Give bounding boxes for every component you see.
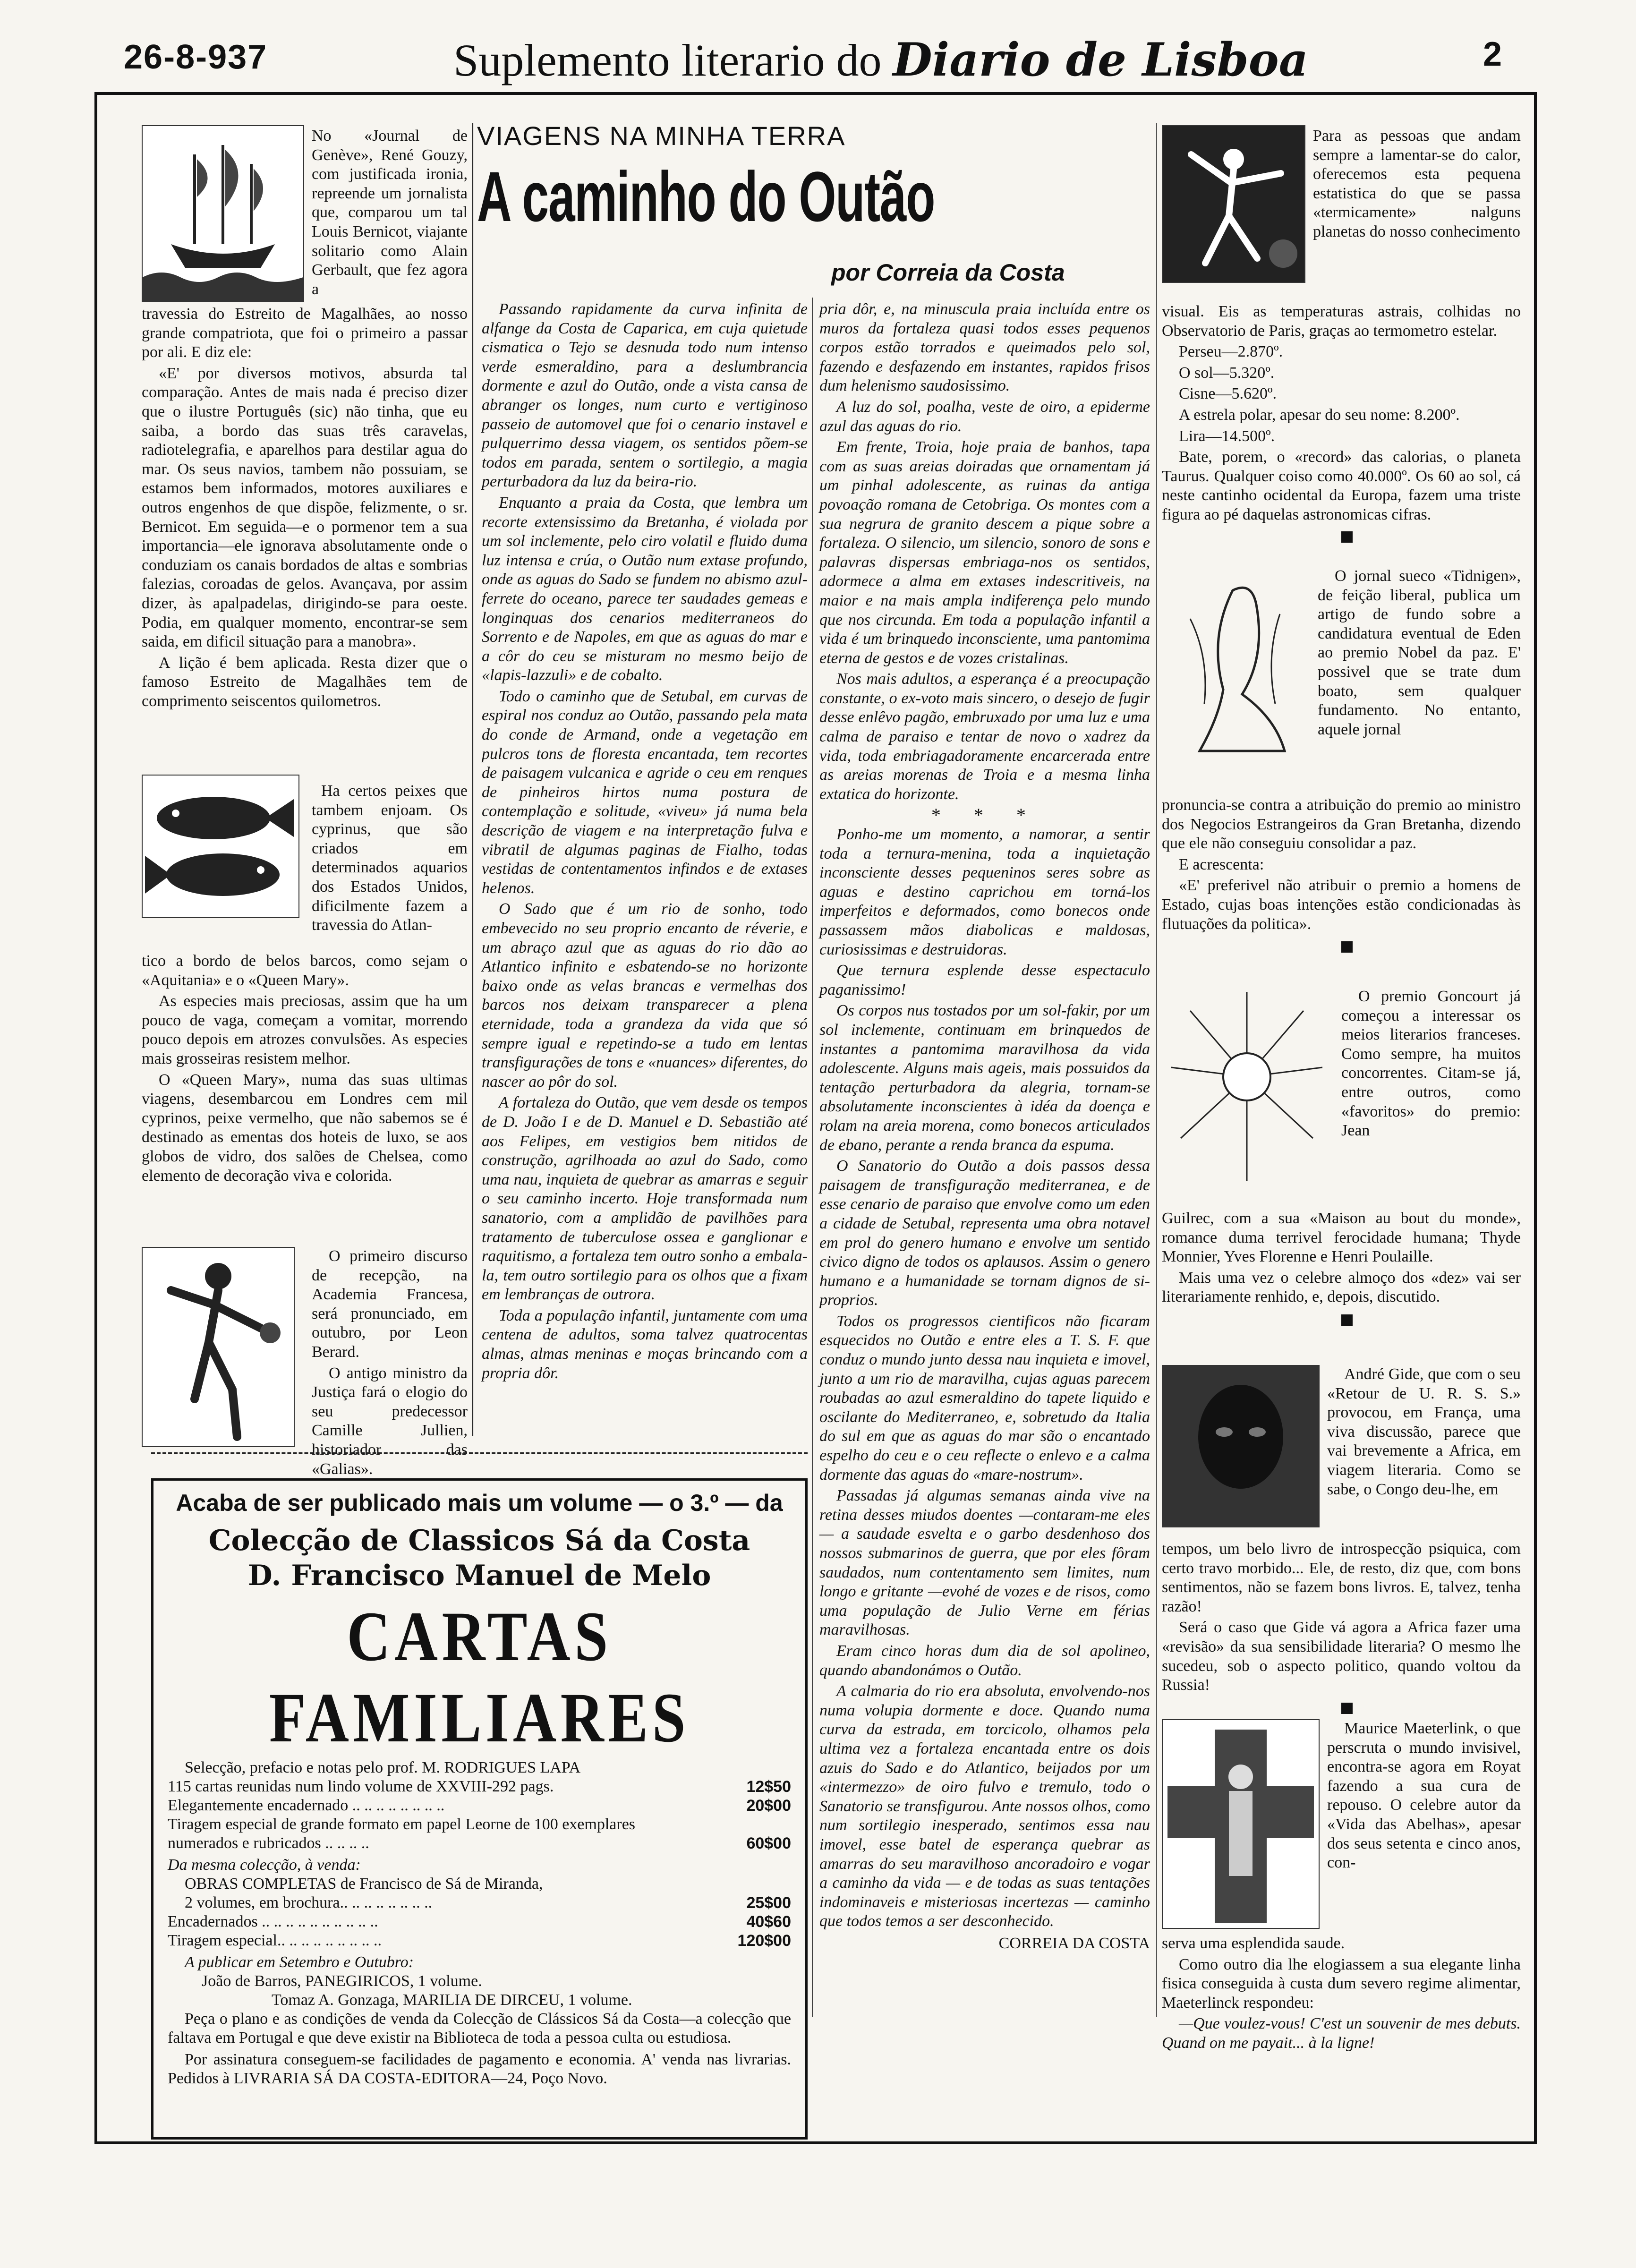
left-article-2 [142,952,468,1187]
ad-publish-2: Tomaz A. Gonzaga, MARILIA DE DIRCEU, 1 volume. [272,1991,632,2009]
bullet-square [1341,529,1521,548]
left-article-3-p1: O primeiro discurso de recepção, na Academia Francesa, será pronunciado, em outubro, por Leon Berard. [312,1247,468,1361]
ad-price-row: Encadernados .. .. .. .. .. .. .. .. .. .. 40$60 [168,1913,791,1931]
main-p: Nos mais adultos, a esperança é a preocupação constante, o ex-voto mais sincero, o desejo de fugir desse enlêvo pagão, embruxado por uma luz e uma calma de paraiso e tentar de novo o xadrez da vida, toda embriagadoramente encarcerada entre as areias morenas de Troia e a mesma linha extatica do horizonte. [819,670,1150,803]
ad-same-collection: Da mesma colecção, à venda: [168,1856,361,1874]
left-article-2-p3: O «Queen Mary», numa das suas ultimas viagens, desembarcou em Londres cem mil cyprinos, peixe vermelho, que não sabemos se é destinado as ementas dos hoteis de luxo, se aos globos de vidro, dos salões de Chelsea, como elemento de decoração viva e colorida. [142,1071,468,1185]
right-article-2 [1162,796,1521,958]
ad-price-row: Tiragem especial.. .. .. .. .. .. .. .. .. 120$00 [168,1932,791,1950]
main-p: O Sanatorio do Outão a dois passos dessa paisagem de transfiguração mediterranea, e de esse cenario de paraiso que envolve como um eden a cidade de Setubal, representa uma obra notavel em prol do genero humano e envolve um sentido civico digno de todos os aplausos. Assim o genero humano e a humanidade se tornam dignos de si-proprios. [819,1157,1150,1309]
left-article-3 [312,1247,468,1481]
ad-publish-label: A publicar em Setembro e Outubro: [185,1953,414,1971]
right-article-3-top [1341,987,1521,1143]
page-number: 2 [1483,35,1502,73]
ad-price-row: Elegantemente encadernado .. .. .. .. .. .. .. .. 20$00 [168,1797,791,1815]
main-p: Toda a população infantil, juntamente com uma centena de adultos, soma talvez quatrocentas almas, almas meninas e moças brincando com a propria dôr. [482,1306,808,1382]
ad-author: D. Francisco Manuel de Melo [247,1559,711,1592]
main-column-rule [812,298,814,2017]
right-article-4 [1162,1540,1521,1719]
right-article-5-top [1327,1719,1521,1875]
byline: por Correia da Costa [831,259,1065,286]
left-article-2-p2: As especies mais preciosas, assim que ha um pouco de vaga, começam a vomitar, morrendo pouco depois em atrozes convulsões. As especies mais grosseiras resistem melhor. [142,992,468,1067]
main-p: A fortaleza do Outão, que vem desde os tempos de D. João I e de D. Manuel e D. Sebastião até aos Felipes, em vestigios bem nitidos de construção, agrilhoada ao azul do Sado, como uma nau, inquieta de quebrar as amarras e seguir o seu caminho incerto. Hoje transformada num sanatorio, com a amplidão de pavilhões para tratamento de tuberculose ossea e ganglionar e raquitismo, a fortaleza tem outro sonho a embala-la, tem outro sortilegio para os olhos que a fixam em lembranças de outrora. [482,1094,808,1304]
right-article-4-head: André Gide, que com o seu «Retour de U. R. S. S.» provocou, em França, uma viva discussão, parece que vai brevemente a Africa, em viagem literaria. Como se sabe, o Congo deu-lhe, em [1327,1365,1521,1498]
right-article-2-head: O jornal sueco «Tidnigen», de feição liberal, publica um artigo de fundo sobre a candidatura eventual de Eden ao premio Nobel da paz. E' possivel que se trate dum boato, sem qualquer fundamento. No entanto, aquele jornal [1318,567,1521,738]
right-article-4-p: tempos, um belo livro de introspecção psiquica, com certo travo morbido... Ele, de resto, diz que, com bons sentimentos, não se fazem bons livros. E, talvez, tenha razão! [1162,1540,1521,1615]
left-article-1 [142,305,468,713]
ad-book-title: CARTAS FAMILIARES [269,1597,690,1757]
maeterlinck-illustration [1162,1719,1320,1929]
ad-intro-line: Acaba de ser publicado mais um volume — o 3.º — da [176,1490,783,1516]
temp-cisne: Cisne—5.620º. [1179,385,1277,403]
right-article-1-head: Para as pessoas que andam sempre a lamentar-se do calor, oferecemos esta pequena estatistica do que se passa «termicamente» nalguns planetas do nosso conhecimento [1313,127,1521,240]
left-article-1-head: No «Journal de Genève», René Gouzy, com justificada ironia, repreende um jornalista que, comparou um tal Louis Bernicot, viajante solitario como Alain Gerbault, que fez agora a [312,127,468,298]
ad-publish-1: João de Barros, PANEGIRICOS, 1 volume. [202,1972,482,1990]
main-p: O Sado que é um rio de sonho, todo embevecido no seu proprio encanto de réverie, e um abraço azul que as aguas do rio dão ao Atlantico infinito e esbatendo-se no horizonte baixo onde as velas brancas e vermelhas dos barcos nos deixam transparecer a plena eternidade, toda a grandeza da vida que só sempre igual e repetindo-se a tudo em lentas transfigurações de tons e «nuances» diferentes, do nascer ao pôr do sol. [482,900,808,1091]
left-article-1-p: travessia do Estreito de Magalhães, ao nosso grande compatriota, que foi o primeiro a passar por ali. E diz ele: [142,305,468,361]
main-p: Enquanto a praia da Costa, que lembra um recorte extensissimo da Bretanha, é violada por um sol inclemente, pelo ciro volatil e fluido duma luz intensa e crúa, o Outão num extase profundo, onde as aguas do Sado se fundem no abismo azul-ferrete do oceano, parece ter saudades gemeas e longinquas dos cenarios mediterraneos do Sorrento e de Napoles, em que as aguas do mar e a côr do ceu se misturam no mesmo beijo de «lapis-lazzuli» e de cobalto. [482,494,808,684]
right-article-2-p: pronuncia-se contra a atribuição do premio ao ministro dos Negocios Estrangeiros da Gran Bretanha, dizendo que ele não conseguiu consolidar a paz. [1162,796,1521,853]
main-p: Em frente, Troia, hoje praia de banhos, tapa com as suas areias doiradas que ornamentam já um pinhal adolescente, as ruinas da antiga povoação romana de Cetobriga. Os montes com a sua negrura de granito descem a pique sobre a fortaleza. O silencio, um silencio, sonoro de sons e palavras dispersas embriaga-nos os sentidos, adormece a alma em extases indescritiveis, na maior e na mais ampla indiferença pelo mundo que nos circunda. Em toda a população infantil a vida é um brinquedo inconsciente, uma pantomima eterna de gestos e de vozes cristalinas. [819,438,1150,667]
athlete-illustration [142,1247,295,1447]
temp-perseu: Perseu—2.870º. [1179,343,1283,361]
right-article-2-p3: «E' preferivel não atribuir o premio a homens de Estado, cujas boas intenções estão condicionadas às flutuações da politica». [1162,877,1521,933]
supplement-label: Suplemento literario do [453,35,882,85]
ship-illustration [142,125,304,302]
right-article-5-head: Maurice Maeterlink, o que perscruta o mundo invisivel, encontra-se agora em Royat fazendo a sua cura de repouso. O celebre autor da «Vida das Abelhas», apesar dos seus setenta e cinco anos, con- [1327,1720,1521,1872]
temp-lira: Lira—14.500º. [1179,427,1275,445]
ad-obras: OBRAS COMPLETAS de Francisco de Sá de Miranda, [185,1875,543,1893]
left-article-1-top [312,127,468,301]
sunburst-illustration [1162,982,1332,1190]
right-article-1 [1162,302,1521,547]
main-p: Todo o caminho que de Setubal, em curvas de espiral nos conduz ao Outão, passando pela mata do conde de Armand, onde a vegetação em pulcros tons de floresta encantada, tem recortes de paisagem vulcanica e agride o ceu em renques de pinheiros hirtos numa postura de contemplação e solitude, «viveu» já numa bela descrição de viagem e na interpretação fulva e vibratil de algumas paginas de Fialho, todas vestidas de contentamentos infindos e de extases helenos. [482,687,808,897]
ad-price-row: 2 volumes, em brochura.. .. .. .. .. .. .. .. 25$00 [185,1894,791,1912]
newspaper-name: Diario de Lisboa [893,33,1308,86]
right-article-5-quote: —Que voulez-vous! C'est un souvenir de mes debuts. Quand on me payait... à la ligne! [1162,2015,1521,2052]
right-article-2-p2: E acrescenta: [1179,855,1264,873]
left-article-2-top [312,782,468,937]
right-article-1-p: visual. Eis as temperaturas astrais, colhidas no Observatorio de Paris, graças ao termometro estelar. [1162,303,1521,340]
main-p: A luz do sol, poalha, veste de oiro, a epiderme azul das aguas do rio. [819,398,1150,435]
ad-price-row: 115 cartas reunidas num lindo volume de XXVIII-292 pags. 12$50 [168,1778,791,1796]
left-article-1-end: A lição é bem aplicada. Resta dizer que o famoso Estreito de Magalhães tem de comprimento seiscentos quilometros. [142,654,468,710]
left-article-2-p: tico a bordo de belos barcos, como sejam o «Aquitania» e o «Queen Mary». [142,952,468,989]
dashed-rule [151,1452,808,1454]
temp-polar: A estrela polar, apesar do seu nome: 8.200º. [1179,406,1460,424]
bullet-square [1341,1312,1521,1331]
main-p: Passando rapidamente da curva infinita de alfange da Costa de Caparica, em cuja quietude cismatica o Tejo se desnuda todo num intenso verde esmeraldino, para a deslumbrancia dormente e azul do Outão, onde a vista cansa de abranger os longes, num curto e vertiginoso passeio de automovel que foi o cenario instavel e pulquerrimo dessa viagem, os sentidos põem-se todos em parada, sentem o sortilegio, a magia perturbadora da luz da beira-rio. [482,300,808,491]
left-article-2-head: Ha certos peixes que tambem enjoam. Os cyprinus, que são criados em determinados aquarios dos Estados Unidos, dificilmente fazem a travessia do Atlan- [312,782,468,934]
right-article-5-p2: Como outro dia lhe elogiassem a sua elegante linha fisica conseguida à custa dum severo regime alimentar, Maeterlinck respondeu: [1162,1955,1521,2012]
right-article-4-top [1327,1365,1521,1501]
main-p: pria dôr, e, na minuscula praia incluída entre os muros da fortaleza quasi todos esses pequenos corpos estão torrados e queimados pelo sol, fazendo e desfazendo em instantes, rapidos frisos dum helenismo saudosissimo. [819,300,1150,395]
main-p: A calmaria do rio era absoluta, envolvendo-nos numa volupia dormente e doce. Quando numa curva da estrada, em torcicolo, olhamos pela ultima vez a fortaleza encantada entre os dois azuis do Sado e do Atlantico, beijados por um «intermezzo» de oiro fulvo e tremulo, todo o Sanatorio se transfigurou. Ante nossos olhos, como num sortilegio inesperado, sentimos essa nau imovel, esse batel de esperança quebrar as amarras do seu maravilhoso ancoradoiro e vogar a caminho da vida — e de todas as suas tentações indominaveis e misteriosas incertezas — caminho que todos temos a ser desconhecido. [819,1682,1150,1930]
temp-taurus: Bate, porem, o «record» das calorias, o planeta Taurus. Qualquer coiso como 40.000º. Os 60 ao sol, cá neste cantinho ocidental da Europa, fazem uma triste figura ao pé daquelas astronomicas cifras. [1162,448,1521,523]
ad-plan: Peça o plano e as condições de venda da Colecção de Clássicos Sá da Costa—a colecção que faltava em Portugal e que deve existir na Biblioteca de toda a pessoa culta ou estudiosa. [168,2010,791,2046]
bullet-square [1341,938,1521,958]
right-column-rule [1155,123,1157,2017]
main-column-1 [482,300,808,1385]
signature: CORREIA DA COSTA [998,1934,1150,1952]
right-article-3-p2: Mais uma vez o celebre almoço dos «dez» vai ser literariamente renhido, e, depois, discutido. [1162,1269,1521,1306]
section-kicker: VIAGENS NA MINHA TERRA [477,121,846,151]
supplement-title [453,33,1308,86]
right-article-4-p2: Será o caso que Gide vá agora a Africa fazer uma «revisão» da sua sensibilidade literaria? O mesmo lhe sucedeu, sob o aspecto politico, quando voltou da Russia! [1162,1619,1521,1694]
left-article-1-quote: «E' por diversos motivos, absurda tal comparação. Antes de mais nada é preciso dizer que o ilustre Português (sic) não tinha, que eu saiba, a bordo das suas três caravelas, radiotelegrafia, e aparelhos para destilar agua do mar. Os seus navios, tambem não possuiam, se estamos bem informados, motores auxiliares e outros engenhos de que dispõe, felizmente, o sr. Bernicot. Em seguida—e o pormenor tem a sua importancia—ele ignorava absolutamente onde o conduziam os canais bordados de altas e sombrias falezias, coroadas de gelos. Avançava, por assim dizer, às apalpadelas, dirigindo-se para oeste. Podia, em qualquer momento, encontrar-se sem saida, em dificil situação para a manobra». [142,364,468,651]
temp-sol: O sol—5.320º. [1179,364,1275,382]
ad-price-row: Tiragem especial de grande formato em papel Leorne de 100 exemplares numerados e rubricados .. .. .. .. 60$00 [168,1816,791,1852]
masthead [0,28,1636,94]
right-article-5 [1162,1934,1521,2055]
main-p: Ponho-me um momento, a namorar, a sentir toda a ternura-menina, toda a inquietação inconsciente desses pequeninos seres sobre as aguas e destino caprichou em torná-los imperfeitos e deformados, como bonecos onde passassem mãos diabolicas e maldosas, curiosissimas e destruidoras. [819,826,1150,958]
main-column-2 [819,300,1150,1953]
fish-illustration [142,775,299,918]
main-p: Passadas já algumas semanas ainda vive na retina desses miudos doentes —contaram-me eles— a saudade esvelta e o garbo desdenhoso dos nossos submarinos de guerra, que por eles fôram saudados, num contentamento sem limites, num longo e gritante —evohé de vozes e de risos, como uma população de Julio Verne em férias maravilhosas. [819,1487,1150,1639]
right-article-1-top [1313,127,1521,244]
bullet-square [1341,1700,1521,1719]
headline: A caminho do Outão [477,157,935,236]
left-article-3-p2: O antigo ministro da Justiça fará o elogio do seu predecessor Camille Jullien, historiador das «Galias». [312,1364,468,1478]
ad-selection: Selecção, prefacio e notas pelo prof. M. RODRIGUES LAPA [185,1759,581,1776]
ad-subscription: Por assinatura conseguem-se facilidades de pagamento e economia. A' venda nas livrarias. Pedidos à LIVRARIA SÁ DA COSTA-EDITORA—24, Poço Novo. [168,2051,791,2087]
right-article-3 [1162,1209,1521,1331]
issue-date: 26-8-937 [124,38,268,76]
column-rule [472,123,474,1436]
dancer-illustration [1162,125,1305,283]
main-p: Os corpos nus tostados por um sol-fakir, por um sol inclemente, continuam em brinquedos de instantes a pantomima maravilhosa da vida adolescente. Alguns mais ageis, mais possuidos da tentação perturbadora da alegria, tornam-se absolutamente inconscientes à idéa da doença e rolam na areia morena, como bonecos articulados de ebano, perante a renda branca da espuma. [819,1002,1150,1154]
main-p: Que ternura esplende desse espectaculo paganissimo! [819,962,1150,998]
book-advertisement [151,1478,808,2140]
section-break: * * * [930,804,1039,826]
ad-collection-name: Colecção de Classicos Sá da Costa [208,1524,750,1557]
ad-body [153,1758,805,2088]
main-p: Todos os progressos cientificos não ficaram esquecidos no Outão e entre eles a T. S. F. que conduz o mundo junto dessa nau inquieta e imovel, junto a um rio de maravilha, cujas aguas parecem roubadas ao azul esmeraldino do tapete liquido e oscilante do Mediterraneo, e, sobretudo da Italia do sul em que as aguas do mar são o encantado espelho do ceu e o ceu reflecte o enlevo e a calma dormente das aguas do «mare-nostrum». [819,1312,1150,1484]
right-article-3-p: Guilrec, com a sua «Maison au bout du monde», romance duma terrivel ferocidade humana; Thyde Monnier, Yves Florenne e Henri Poulaille. [1162,1210,1521,1266]
right-article-2-top [1318,567,1521,741]
right-article-5-p: serva uma esplendida saude. [1162,1935,1345,1952]
gide-portrait-illustration [1162,1365,1320,1527]
kneeling-figure-illustration [1162,562,1313,765]
main-p: Eram cinco horas dum dia de sol apolineo, quando abandonámos o Outão. [819,1642,1150,1679]
right-article-3-head: O premio Goncourt já começou a interessar os meios literarios franceses. Como sempre, ha muitos concorrentes. Citam-se já, entre outros, como «favoritos» do premio: Jean [1341,988,1521,1140]
